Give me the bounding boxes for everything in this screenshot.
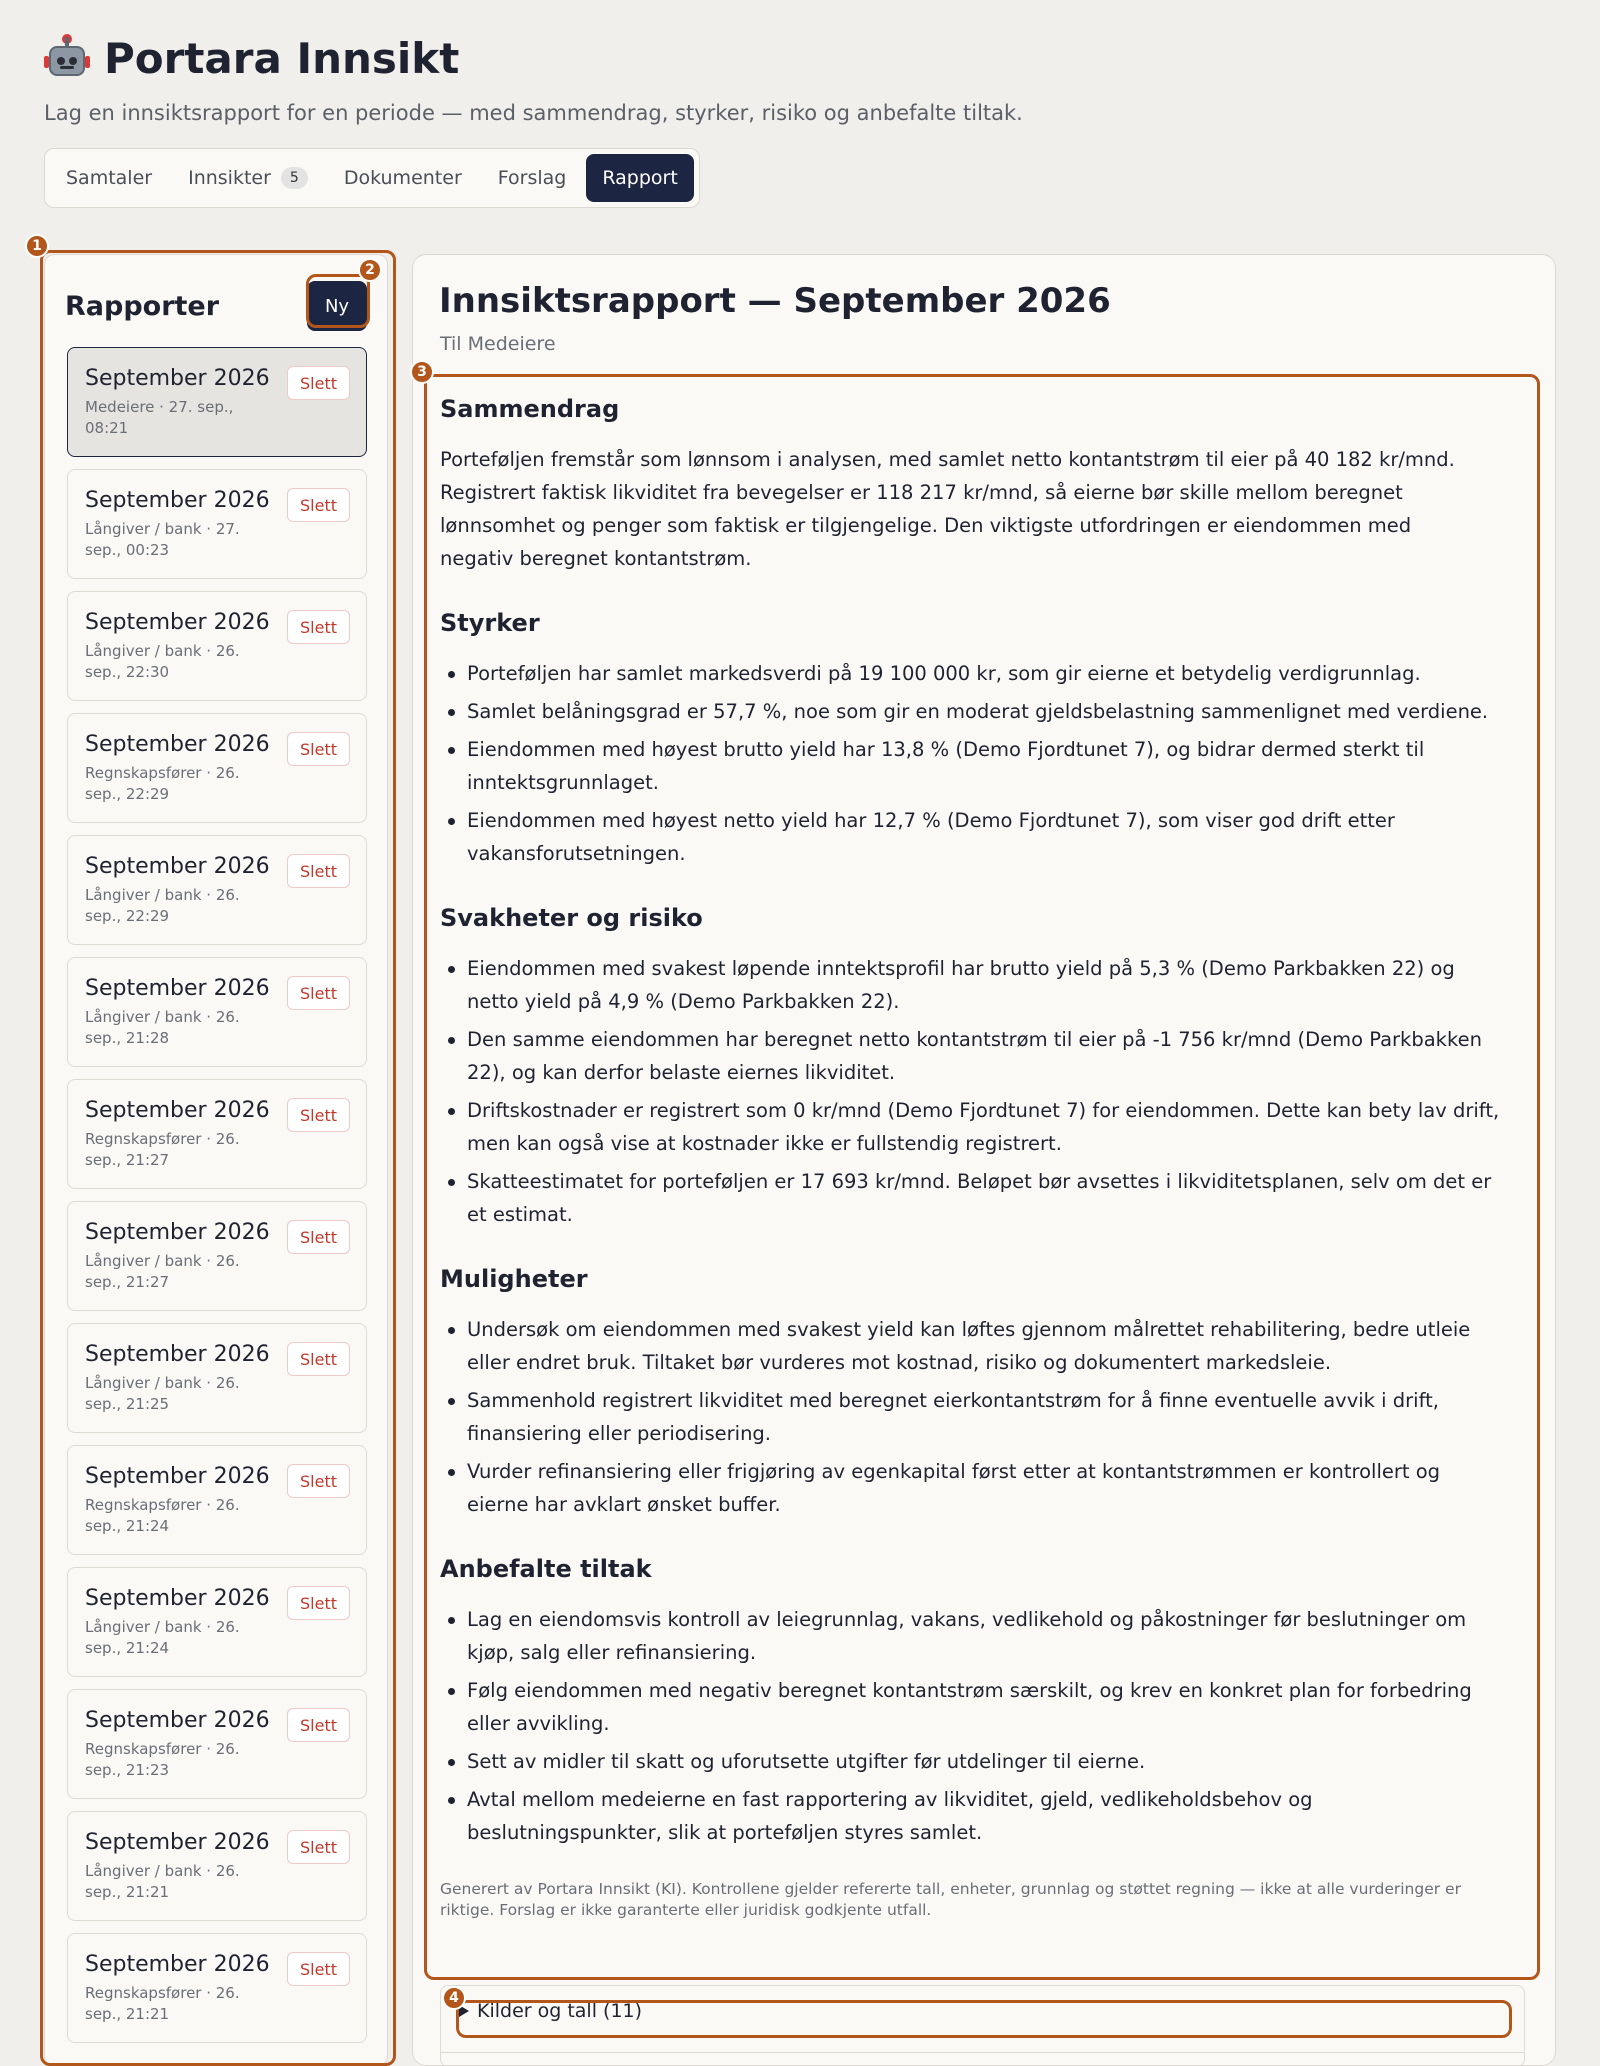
report-list-item[interactable] bbox=[67, 1933, 367, 2043]
report-item-meta: Medeiere · 27. sep., 08:21 bbox=[85, 398, 234, 437]
bullet-item: Lag en eiendomsvis kontroll av leiegrunnlag, vakans, vedlikehold og påkostninger før beslutninger om kjøp, salg eller refinansiering. bbox=[440, 1603, 1500, 1669]
tab-samtaler[interactable] bbox=[50, 154, 168, 202]
report-body bbox=[440, 395, 1510, 1921]
sources-card bbox=[440, 1985, 1525, 2066]
robot-icon bbox=[44, 36, 90, 82]
report-item-name: September 2026 bbox=[85, 1952, 270, 1977]
report-list-item[interactable] bbox=[67, 1567, 367, 1677]
report-item-meta: Långiver / bank · 26. sep., 21:21 bbox=[85, 1862, 240, 1901]
report-item-meta: Långiver / bank · 26. sep., 21:24 bbox=[85, 1618, 240, 1657]
report-list bbox=[67, 347, 367, 2055]
strengths-list bbox=[440, 657, 1510, 870]
report-list-item[interactable] bbox=[67, 835, 367, 945]
report-list-item[interactable] bbox=[67, 1445, 367, 1555]
report-list-item[interactable] bbox=[67, 347, 367, 457]
sources-label: Kilder og tall (11) bbox=[477, 2000, 643, 2022]
bullet-item: Undersøk om eiendommen med svakest yield kan løftes gjennom målrettet rehabilitering, bedre utleie eller endret bruk. Tiltaket bør vurderes mot kostnad, risiko og dokumentert markedsleie. bbox=[440, 1313, 1500, 1379]
delete-report-button[interactable]: Slett bbox=[287, 610, 350, 644]
bullet-item: Eiendommen med høyest brutto yield har 13,8 % (Demo Fjordtunet 7), og bidrar dermed sterkt til inntektsgrunnlaget. bbox=[440, 733, 1500, 799]
bullet-item: Eiendommen med svakest løpende inntektsprofil har brutto yield på 5,3 % (Demo Parkbakken 22) og netto yield på 4,9 % (Demo Parkbakken 22). bbox=[440, 952, 1500, 1018]
summary-heading: Sammendrag bbox=[440, 395, 620, 423]
report-item-name: September 2026 bbox=[85, 366, 270, 391]
report-title: Innsiktsrapport — September 2026 bbox=[439, 281, 1111, 321]
delete-report-button[interactable]: Slett bbox=[287, 1342, 350, 1376]
tab-label: Innsikter bbox=[188, 167, 271, 189]
delete-report-button[interactable]: Slett bbox=[287, 854, 350, 888]
report-item-meta: Långiver / bank · 27. sep., 00:23 bbox=[85, 520, 240, 559]
delete-report-button[interactable]: Slett bbox=[287, 1586, 350, 1620]
report-item-name: September 2026 bbox=[85, 976, 270, 1001]
tab-dokumenter[interactable] bbox=[328, 154, 478, 202]
bullet-item: Porteføljen har samlet markedsverdi på 19 100 000 kr, som gir eierne et betydelig verdigrunnlag. bbox=[440, 657, 1500, 690]
report-item-name: September 2026 bbox=[85, 1342, 270, 1367]
report-list-item[interactable] bbox=[67, 591, 367, 701]
bullet-item: Avtal mellom medeierne en fast rapportering av likviditet, gjeld, vedlikeholdsbehov og beslutningspunkter, slik at porteføljen styres samlet. bbox=[440, 1783, 1500, 1849]
count-badge: 5 bbox=[281, 167, 308, 189]
delete-report-button[interactable]: Slett bbox=[287, 1220, 350, 1254]
bullet-item: Sammenhold registrert likviditet med beregnet eierkontantstrøm for å finne eventuelle avvik i drift, finansiering eller periodisering. bbox=[440, 1384, 1500, 1450]
report-item-meta: Regnskapsfører · 26. sep., 21:23 bbox=[85, 1740, 240, 1779]
report-item-name: September 2026 bbox=[85, 610, 270, 635]
tab-label: Forslag bbox=[497, 167, 567, 189]
report-item-meta: Långiver / bank · 26. sep., 22:29 bbox=[85, 886, 240, 925]
report-list-item[interactable] bbox=[67, 1811, 367, 1921]
opportunities-heading: Muligheter bbox=[440, 1265, 588, 1293]
report-item-meta: Långiver / bank · 26. sep., 21:25 bbox=[85, 1374, 240, 1413]
delete-report-button[interactable]: Slett bbox=[287, 976, 350, 1010]
report-item-name: September 2026 bbox=[85, 1220, 270, 1245]
delete-report-button[interactable]: Slett bbox=[287, 1952, 350, 1986]
delete-report-button[interactable]: Slett bbox=[287, 488, 350, 522]
report-item-meta: Regnskapsfører · 26. sep., 21:21 bbox=[85, 1984, 240, 2023]
report-list-item[interactable] bbox=[67, 957, 367, 1067]
report-item-meta: Långiver / bank · 26. sep., 21:27 bbox=[85, 1252, 240, 1291]
sources-toggle[interactable] bbox=[459, 2000, 642, 2022]
bullet-item: Vurder refinansiering eller frigjøring av egenkapital først etter at kontantstrømmen er kontrollert og eierne har avklart ønsket buffer. bbox=[440, 1455, 1500, 1521]
report-list-item[interactable] bbox=[67, 1689, 367, 1799]
marker-badge-1: 1 bbox=[25, 234, 49, 258]
reports-sidebar bbox=[44, 254, 388, 2066]
report-list-item[interactable] bbox=[67, 1079, 367, 1189]
report-list-item[interactable] bbox=[67, 1323, 367, 1433]
report-item-name: September 2026 bbox=[85, 1098, 270, 1123]
report-item-meta: Regnskapsfører · 26. sep., 21:27 bbox=[85, 1130, 240, 1169]
report-item-name: September 2026 bbox=[85, 1464, 270, 1489]
bullet-item: Samlet belåningsgrad er 57,7 %, noe som gir en moderat gjeldsbelastning sammenlignet med verdiene. bbox=[440, 695, 1500, 728]
app-title-text: Portara Innsikt bbox=[104, 34, 460, 83]
bullet-item: Følg eiendommen med negativ beregnet kontantstrøm særskilt, og krev en konkret plan for forbedring eller avvikling. bbox=[440, 1674, 1500, 1740]
sidebar-header bbox=[65, 281, 367, 331]
sidebar-title: Rapporter bbox=[65, 290, 220, 322]
report-list-item[interactable] bbox=[67, 713, 367, 823]
report-panel bbox=[412, 254, 1556, 2066]
bullet-item: Sett av midler til skatt og uforutsette utgifter før utdelinger til eierne. bbox=[440, 1745, 1500, 1778]
tab-label: Dokumenter bbox=[343, 167, 462, 189]
report-item-name: September 2026 bbox=[85, 1708, 270, 1733]
tab-label: Rapport bbox=[602, 167, 678, 189]
report-audience: Til Medeiere bbox=[440, 333, 556, 355]
tab-bar bbox=[44, 148, 700, 208]
new-report-button[interactable]: Ny bbox=[307, 281, 367, 331]
report-item-name: September 2026 bbox=[85, 1586, 270, 1611]
marker-badge-2: 2 bbox=[358, 258, 382, 282]
report-list-item[interactable] bbox=[67, 469, 367, 579]
app-subtitle: Lag en innsiktsrapport for en periode — med sammendrag, styrker, risiko og anbefalte tiltak. bbox=[44, 101, 1023, 125]
delete-report-button[interactable]: Slett bbox=[287, 732, 350, 766]
report-item-name: September 2026 bbox=[85, 732, 270, 757]
summary-text: Porteføljen fremstår som lønnsom i analysen, med samlet netto kontantstrøm til eier på 40 182 kr/mnd. Registrert faktisk likviditet fra bevegelser er 118 217 kr/mnd, så eierne bør skille mellom beregnet lønnsomhet og penger som faktisk er tilgjengelige. Den viktigste utfordringen er eiendommen med negativ beregnet kontantstrøm. bbox=[440, 448, 1455, 570]
risks-list bbox=[440, 952, 1510, 1231]
delete-report-button[interactable]: Slett bbox=[287, 366, 350, 400]
tab-label: Samtaler bbox=[66, 167, 153, 189]
bullet-item: Driftskostnader er registrert som 0 kr/mnd (Demo Fjordtunet 7) for eiendommen. Dette kan bety lav drift, men kan også vise at kostnader ikke er fullstendig registrert. bbox=[440, 1094, 1500, 1160]
report-item-meta: Långiver / bank · 26. sep., 21:28 bbox=[85, 1008, 240, 1047]
divider bbox=[441, 2052, 1524, 2053]
app-title bbox=[44, 34, 1023, 83]
actions-list bbox=[440, 1603, 1510, 1849]
report-item-meta: Långiver / bank · 26. sep., 22:30 bbox=[85, 642, 240, 681]
ai-disclaimer: Generert av Portara Innsikt (KI). Kontrollene gjelder refererte tall, enheter, grunnlag og støttet regning — ikke at alle vurderinger er riktige. Forslag er ikke garanterte eller juridisk godkjente utfall. bbox=[440, 1880, 1461, 1919]
delete-report-button[interactable]: Slett bbox=[287, 1708, 350, 1742]
bullet-item: Skatteestimatet for porteføljen er 17 693 kr/mnd. Beløpet bør avsettes i likviditetsplanen, selv om det er et estimat. bbox=[440, 1165, 1500, 1231]
tab-rapport[interactable] bbox=[586, 154, 693, 202]
marker-badge-3: 3 bbox=[410, 360, 434, 384]
bullet-item: Den samme eiendommen har beregnet netto kontantstrøm til eier på -1 756 kr/mnd (Demo Parkbakken 22), og kan derfor belaste eiernes likviditet. bbox=[440, 1023, 1500, 1089]
delete-report-button[interactable]: Slett bbox=[287, 1830, 350, 1864]
opportunities-list bbox=[440, 1313, 1510, 1521]
report-item-name: September 2026 bbox=[85, 854, 270, 879]
report-item-meta: Regnskapsfører · 26. sep., 21:24 bbox=[85, 1496, 240, 1535]
tab-innsikter[interactable] bbox=[172, 154, 324, 202]
report-item-meta: Regnskapsfører · 26. sep., 22:29 bbox=[85, 764, 240, 803]
report-item-name: September 2026 bbox=[85, 488, 270, 513]
bullet-item: Eiendommen med høyest netto yield har 12,7 % (Demo Fjordtunet 7), som viser god drift etter vakansforutsetningen. bbox=[440, 804, 1500, 870]
strengths-heading: Styrker bbox=[440, 609, 540, 637]
report-item-name: September 2026 bbox=[85, 1830, 270, 1855]
delete-report-button[interactable]: Slett bbox=[287, 1464, 350, 1498]
risks-heading: Svakheter og risiko bbox=[440, 904, 703, 932]
actions-heading: Anbefalte tiltak bbox=[440, 1555, 652, 1583]
app-header bbox=[44, 34, 1023, 125]
report-list-item[interactable] bbox=[67, 1201, 367, 1311]
marker-badge-4: 4 bbox=[442, 1986, 466, 2010]
delete-report-button[interactable]: Slett bbox=[287, 1098, 350, 1132]
tab-forslag[interactable] bbox=[482, 154, 583, 202]
